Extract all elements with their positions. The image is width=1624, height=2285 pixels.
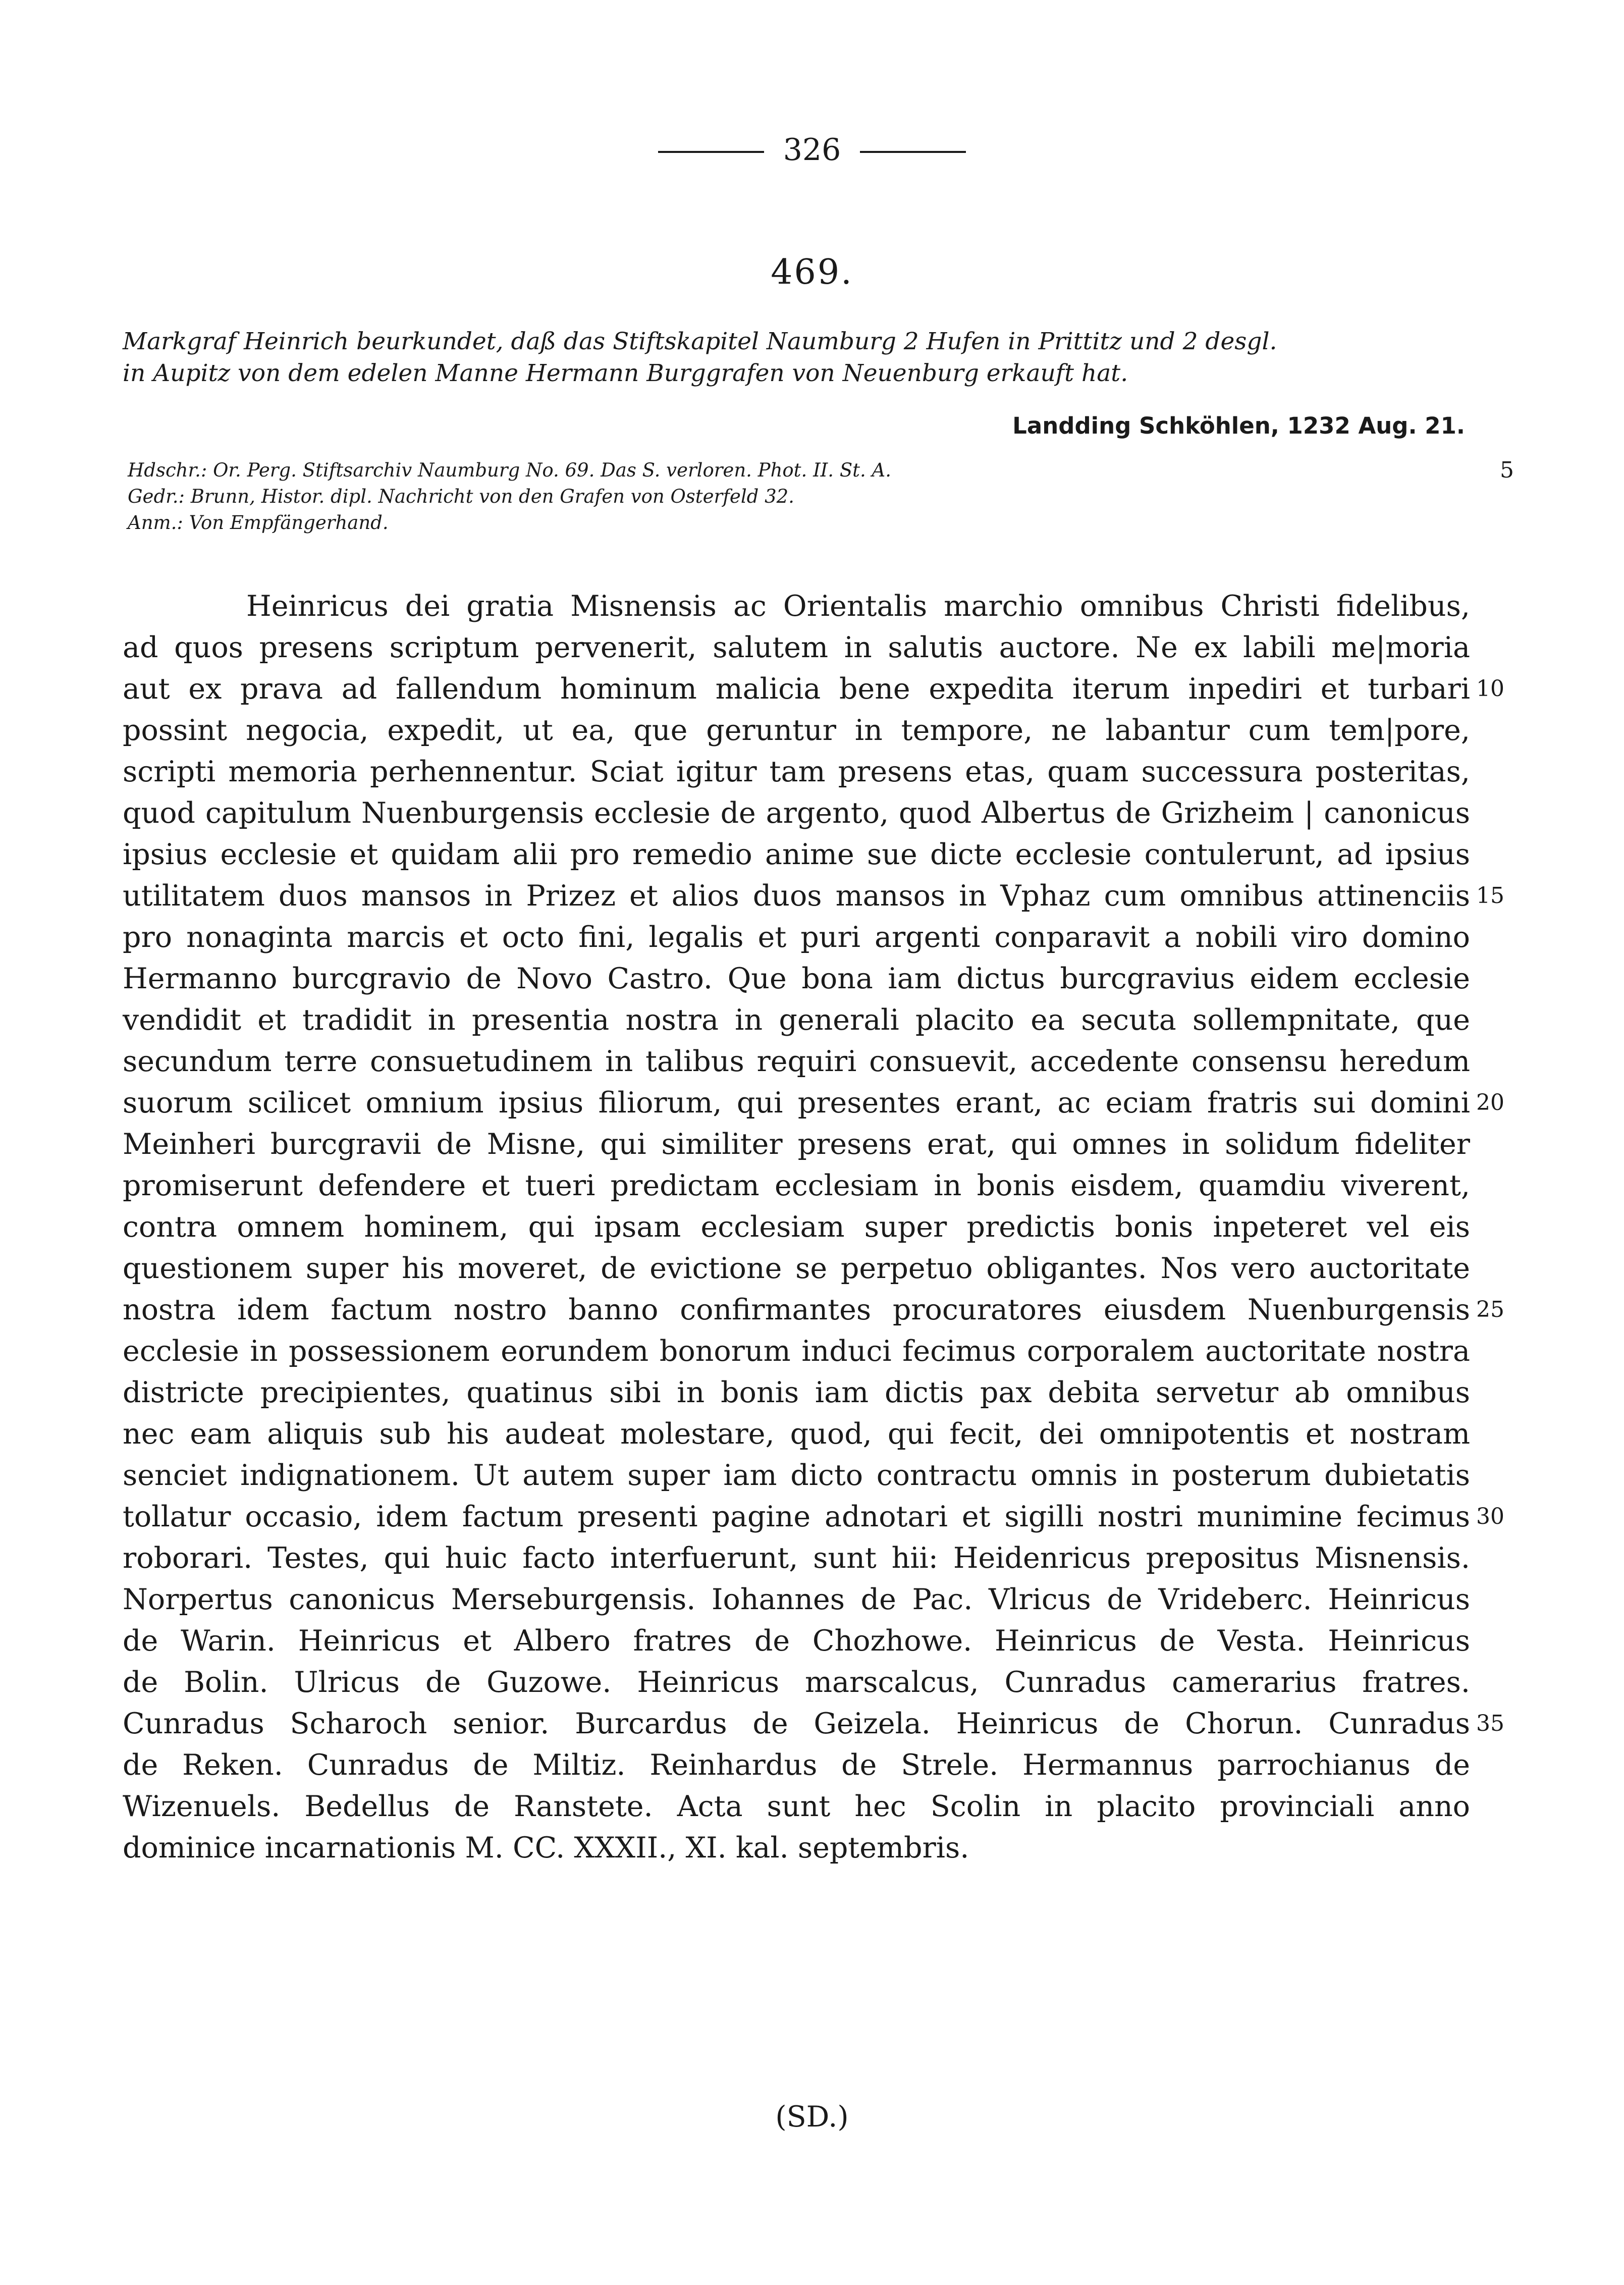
text-line: questionem super his moveret, de evictione se perpetuo obligantes. Nos vero auctoritate bbox=[123, 1252, 1470, 1285]
document-summary bbox=[123, 326, 1505, 389]
text-line: possint negocia, expedit, ut ea, que geruntur in tempore, ne labantur cum tem|pore, bbox=[123, 714, 1470, 747]
summary-line: Markgraf Heinrich beurkundet, daß das Stiftskapitel Naumburg 2 Hufen in Prittitz und 2 desgl. bbox=[123, 328, 1277, 355]
charter-text bbox=[123, 586, 1504, 1869]
note-line bbox=[128, 457, 1514, 484]
text-line: districte precipientes, quatinus sibi in bonis iam dictis pax debita servetur ab omnibus bbox=[123, 1376, 1470, 1409]
text-line: scripti memoria perhennentur. Sciat igitur tam presens etas, quam successura posteritas, bbox=[123, 755, 1470, 788]
document-number: 469. bbox=[771, 252, 853, 292]
text-line-content: Cunradus Scharoch senior. Burcardus de Geizela. Heinricus de Chorun. Cunradus bbox=[123, 1707, 1470, 1740]
text-line: Wizenuels. Bedellus de Ranstete. Acta sunt hec Scolin in placito provinciali anno bbox=[123, 1790, 1470, 1823]
line-number: 25 bbox=[1476, 1297, 1504, 1322]
text-line: de Reken. Cunradus de Miltiz. Reinhardus de Strele. Hermannus parrochianus de bbox=[123, 1748, 1470, 1782]
header-rule-right bbox=[860, 151, 966, 153]
text-line: senciet indignationem. Ut autem super iam dicto contractu omnis in posterum dubietatis bbox=[123, 1459, 1470, 1492]
text-line bbox=[123, 1082, 1504, 1124]
text-line bbox=[123, 875, 1504, 917]
note-line: Gedr.: Brunn, Histor. dipl. Nachricht von den Grafen von Osterfeld 32. bbox=[128, 486, 794, 507]
text-line-content: utilitatem duos mansos in Prizez et alios duos mansos in Vphaz cum omnibus attinenciis bbox=[123, 879, 1470, 913]
page-number: 326 bbox=[783, 132, 841, 168]
text-line bbox=[123, 1289, 1504, 1331]
line-number: 20 bbox=[1476, 1090, 1504, 1115]
text-line: ecclesie in possessionem eorundem bonorum induci fecimus corporalem auctoritate nostra bbox=[123, 1335, 1470, 1368]
page-header bbox=[0, 132, 1624, 168]
header-rule-left bbox=[658, 151, 764, 153]
text-line-content: tollatur occasio, idem factum presenti pagine adnotari et sigilli nostri munimine fecimus bbox=[123, 1500, 1470, 1533]
line-number: 5 bbox=[1500, 457, 1514, 483]
text-line: de Bolin. Ulricus de Guzowe. Heinricus marscalcus, Cunradus camerarius fratres. bbox=[123, 1666, 1470, 1699]
text-line: pro nonaginta marcis et octo fini, legalis et puri argenti conparavit a nobili viro domino bbox=[123, 921, 1470, 954]
text-line-content: nostra idem factum nostro banno confirmantes procuratores eiusdem Nuenburgensis bbox=[123, 1293, 1470, 1326]
line-number: 15 bbox=[1476, 883, 1504, 909]
text-line: secundum terre consuetudinem in talibus requiri consuevit, accedente consensu heredum bbox=[123, 1045, 1470, 1078]
text-line: dominice incarnationis M. CC. XXXII., XI. kal. septembris. bbox=[123, 1831, 969, 1865]
text-line: contra omnem hominem, qui ipsam ecclesiam super predictis bonis inpeteret vel eis bbox=[123, 1210, 1470, 1244]
text-line-content: suorum scilicet omnium ipsius filiorum, qui presentes erant, ac eciam fratris sui domini bbox=[123, 1086, 1470, 1120]
text-line: de Warin. Heinricus et Albero fratres de Chozhowe. Heinricus de Vesta. Heinricus bbox=[123, 1624, 1470, 1658]
text-line: nec eam aliquis sub his audeat molestare, quod, qui fecit, dei omnipotentis et nostram bbox=[123, 1417, 1470, 1451]
text-line bbox=[123, 1703, 1504, 1744]
source-notes bbox=[128, 457, 1514, 536]
text-line: ipsius ecclesie et quidam alii pro remedio anime sue dicte ecclesie contulerunt, ad ipsius bbox=[123, 838, 1470, 871]
text-line: Norpertus canonicus Merseburgensis. Iohannes de Pac. Vlricus de Vrideberc. Heinricus bbox=[123, 1583, 1470, 1616]
line-number: 10 bbox=[1476, 676, 1504, 702]
line-number: 30 bbox=[1476, 1504, 1504, 1529]
text-line: Heinricus dei gratia Misnensis ac Orientalis marchio omnibus Christi fidelibus, bbox=[246, 590, 1470, 623]
summary-line: in Aupitz von dem edelen Manne Hermann Burggrafen von Neuenburg erkauft hat. bbox=[123, 359, 1128, 387]
text-line: vendidit et tradidit in presentia nostra in generali placito ea secuta sollempnitate, que bbox=[123, 1003, 1470, 1037]
text-line bbox=[123, 668, 1504, 710]
text-line: promiserunt defendere et tueri predictam ecclesiam in bonis eisdem, quamdiu viverent, bbox=[123, 1169, 1470, 1202]
text-line bbox=[123, 1496, 1504, 1537]
text-line: Meinheri burcgravii de Misne, qui similiter presens erat, qui omnes in solidum fideliter bbox=[123, 1128, 1470, 1161]
closing-mark: (SD.) bbox=[775, 2100, 849, 2134]
text-line: quod capitulum Nuenburgensis ecclesie de argento, quod Albertus de Grizheim | canonicus bbox=[123, 796, 1470, 830]
note-line: Anm.: Von Empfängerhand. bbox=[128, 512, 389, 534]
text-line: roborari. Testes, qui huic facto interfuerunt, sunt hii: Heidenricus prepositus Misnensis. bbox=[123, 1542, 1470, 1575]
text-line-content: aut ex prava ad fallendum hominum malicia bene expedita iterum inpediri et turbari bbox=[123, 672, 1470, 706]
date-place: Landding Schköhlen, 1232 Aug. 21. bbox=[1012, 412, 1465, 439]
text-line: Hermanno burcgravio de Novo Castro. Que bona iam dictus burcgravius eidem ecclesie bbox=[123, 962, 1470, 995]
note-text: Hdschr.: Or. Perg. Stiftsarchiv Naumburg No. 69. Das S. verloren. Phot. II. St. A. bbox=[128, 459, 892, 481]
line-number: 35 bbox=[1476, 1711, 1504, 1736]
text-line: ad quos presens scriptum pervenerit, salutem in salutis auctore. Ne ex labili me|moria bbox=[123, 631, 1470, 664]
